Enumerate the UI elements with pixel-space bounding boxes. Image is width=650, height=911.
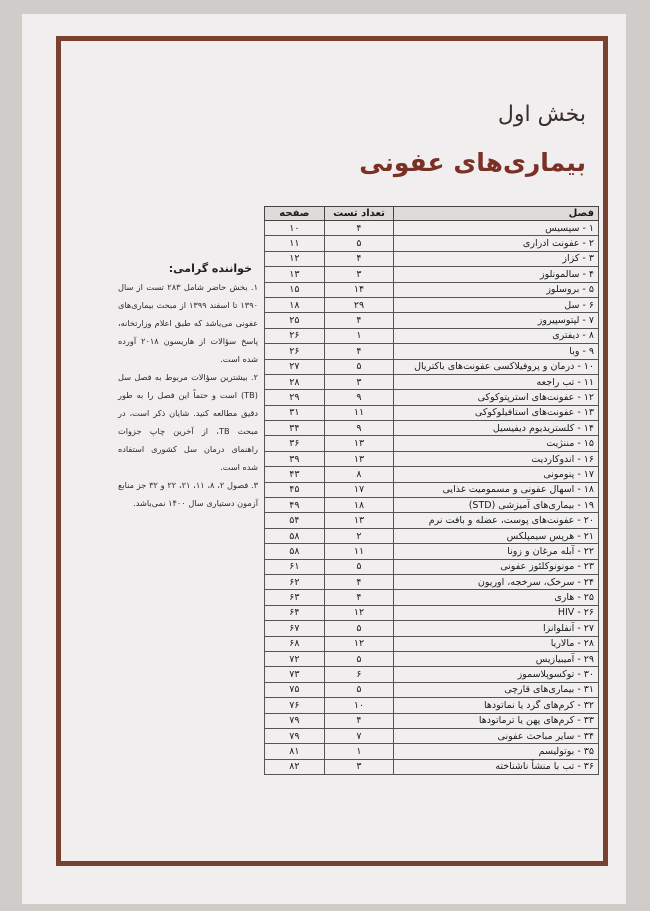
- chapter-cell: ۳۳ - کرم‌های پهن یا ترماتودها: [394, 713, 599, 728]
- count-cell: ۵: [324, 359, 394, 374]
- count-cell: ۹: [324, 421, 394, 436]
- reader-note-title: خواننده گرامی:: [168, 262, 252, 275]
- chapter-cell: ۴ - سالمونلوز: [394, 267, 599, 282]
- chapter-cell: ۲۱ - هرپس سیمپلکس: [394, 528, 599, 543]
- page-cell: ۸۲: [265, 759, 325, 774]
- count-cell: ۵: [324, 559, 394, 574]
- table-row: [265, 605, 599, 620]
- chapter-cell: ۱۹ - بیماری‌های آمیزشی (STD): [394, 498, 599, 513]
- table-row: [265, 667, 599, 682]
- page-cell: ۴۹: [265, 498, 325, 513]
- chapter-cell: ۹ - وبا: [394, 344, 599, 359]
- chapter-cell: ۸ - دیفتری: [394, 328, 599, 343]
- chapter-cell: ۷ - لپتوسپیروز: [394, 313, 599, 328]
- count-cell: ۸: [324, 467, 394, 482]
- page-cell: ۶۲: [265, 574, 325, 589]
- page-cell: ۵۸: [265, 528, 325, 543]
- page-cell: ۵۸: [265, 544, 325, 559]
- chapter-cell: ۱۲ - عفونت‌های استرپتوکوکی: [394, 390, 599, 405]
- count-cell: ۱۱: [324, 405, 394, 420]
- table-row: [265, 744, 599, 759]
- count-cell: ۱۰: [324, 698, 394, 713]
- page-cell: ۶۳: [265, 590, 325, 605]
- table-row: [265, 359, 599, 374]
- page-cell: ۱۳: [265, 267, 325, 282]
- table-row: [265, 513, 599, 528]
- chapter-cell: ۲۰ - عفونت‌های پوست، عضله و بافت نرم: [394, 513, 599, 528]
- chapter-cell: ۲۷ - آنفلوانزا: [394, 621, 599, 636]
- table-row: [265, 713, 599, 728]
- count-cell: ۱۳: [324, 436, 394, 451]
- reader-note-paragraph-1: ۱. بخش حاضر شامل ۲۸۳ تست از سال ۱۳۹۰ تا اسفند ۱۳۹۹ از مبحث بیماری‌های عفونی می‌باشد که طبق اعلام وزارتخانه، پاسخ سؤالات از هاریسون ۲۰۱۸ آورده شده است.: [118, 282, 258, 364]
- reader-note-paragraph-2: ۲. بیشترین سؤالات مربوط به فصل سل (TB) است و حتماً این فصل را به طور دقیق مطالعه کنید. شایان ذکر است، در مبحث TB، از آخرین چاپ جزوات راهنمای درمان سل کشوری استفاده شده است.: [118, 372, 258, 472]
- count-cell: ۴: [324, 221, 394, 236]
- contents-table: [264, 206, 599, 775]
- table-row: [265, 344, 599, 359]
- count-cell: ۱: [324, 744, 394, 759]
- chapter-cell: ۲۳ - مونونوکلئوز عفونی: [394, 559, 599, 574]
- table-row: [265, 621, 599, 636]
- table-row: [265, 451, 599, 466]
- count-cell: ۳: [324, 759, 394, 774]
- count-cell: ۱۳: [324, 513, 394, 528]
- count-cell: ۴: [324, 574, 394, 589]
- count-cell: ۱۴: [324, 282, 394, 297]
- chapter-cell: ۳۶ - تب با منشأ ناشناخته: [394, 759, 599, 774]
- table-body: [265, 221, 599, 775]
- page-cell: ۵۴: [265, 513, 325, 528]
- chapter-cell: ۳۲ - کرم‌های گرد یا نماتودها: [394, 698, 599, 713]
- page-cell: ۳۶: [265, 436, 325, 451]
- table-row: [265, 590, 599, 605]
- count-cell: ۳: [324, 374, 394, 389]
- chapter-cell: ۱۸ - اسهال عفونی و مسمومیت غذایی: [394, 482, 599, 497]
- page-cell: ۶۷: [265, 621, 325, 636]
- table-row: [265, 574, 599, 589]
- table-row: [265, 636, 599, 651]
- chapter-cell: ۲۲ - آبله مرغان و زونا: [394, 544, 599, 559]
- count-cell: ۱۸: [324, 498, 394, 513]
- page-cell: ۳۱: [265, 405, 325, 420]
- page-cell: ۷۹: [265, 728, 325, 743]
- count-cell: ۵: [324, 621, 394, 636]
- page-cell: ۲۶: [265, 344, 325, 359]
- count-cell: ۶: [324, 667, 394, 682]
- page-cell: ۷۶: [265, 698, 325, 713]
- chapter-title: بیماری‌های عفونی: [359, 148, 586, 177]
- count-cell: ۵: [324, 682, 394, 697]
- header-count: تعداد تست: [324, 207, 394, 221]
- chapter-cell: ۱۷ - پنومونی: [394, 467, 599, 482]
- chapter-cell: ۳۴ - سایر مباحث عفونی: [394, 728, 599, 743]
- count-cell: ۳: [324, 267, 394, 282]
- header-page: صفحه: [265, 207, 325, 221]
- header-chapter: فصل: [394, 207, 599, 221]
- count-cell: ۱۳: [324, 451, 394, 466]
- count-cell: ۴: [324, 251, 394, 266]
- page-cell: ۳۴: [265, 421, 325, 436]
- table-row: [265, 405, 599, 420]
- chapter-cell: ۱۵ - مننژیت: [394, 436, 599, 451]
- chapter-cell: ۱۳ - عفونت‌های استافیلوکوکی: [394, 405, 599, 420]
- count-cell: ۴: [324, 590, 394, 605]
- page-cell: ۴۳: [265, 467, 325, 482]
- page-cell: ۷۳: [265, 667, 325, 682]
- page-cell: ۱۰: [265, 221, 325, 236]
- chapter-cell: ۶ - سل: [394, 297, 599, 312]
- table-row: [265, 528, 599, 543]
- count-cell: ۷: [324, 728, 394, 743]
- table-row: [265, 728, 599, 743]
- count-cell: ۴: [324, 344, 394, 359]
- page-cell: ۳۹: [265, 451, 325, 466]
- count-cell: ۲: [324, 528, 394, 543]
- table-row: [265, 282, 599, 297]
- table-row: [265, 482, 599, 497]
- chapter-cell: ۲۶ - HIV: [394, 605, 599, 620]
- count-cell: ۱۲: [324, 605, 394, 620]
- page-cell: ۲۹: [265, 390, 325, 405]
- page-cell: ۲۷: [265, 359, 325, 374]
- table-header-row: [265, 207, 599, 221]
- chapter-cell: ۱۰ - درمان و پروفیلاکسی عفونت‌های باکتریال: [394, 359, 599, 374]
- page-cell: ۶۸: [265, 636, 325, 651]
- chapter-cell: ۳۰ - توکسوپلاسموز: [394, 667, 599, 682]
- count-cell: ۱۱: [324, 544, 394, 559]
- chapter-cell: ۱ - سپسیس: [394, 221, 599, 236]
- chapter-cell: ۳ - کزاز: [394, 251, 599, 266]
- table-row: [265, 559, 599, 574]
- count-cell: ۱۷: [324, 482, 394, 497]
- chapter-cell: ۳۱ - بیماری‌های قارچی: [394, 682, 599, 697]
- table-row: [265, 698, 599, 713]
- table-row: [265, 651, 599, 666]
- table-row: [265, 467, 599, 482]
- count-cell: ۱۲: [324, 636, 394, 651]
- chapter-cell: ۱۴ - کلستریدیوم دیفیسیل: [394, 421, 599, 436]
- table-row: [265, 436, 599, 451]
- page-cell: ۱۱: [265, 236, 325, 251]
- chapter-cell: ۲۸ - مالاریا: [394, 636, 599, 651]
- table-row: [265, 421, 599, 436]
- table-row: [265, 313, 599, 328]
- count-cell: ۴: [324, 313, 394, 328]
- table-row: [265, 267, 599, 282]
- chapter-cell: ۲ - عفونت ادراری: [394, 236, 599, 251]
- page-cell: ۴۵: [265, 482, 325, 497]
- table-row: [265, 544, 599, 559]
- page-cell: ۱۵: [265, 282, 325, 297]
- chapter-cell: ۱۶ - اندوکاردیت: [394, 451, 599, 466]
- page-cell: ۲۵: [265, 313, 325, 328]
- chapter-cell: ۵ - بروسلوز: [394, 282, 599, 297]
- table-row: [265, 297, 599, 312]
- chapter-cell: ۲۹ - آمیبیازیس: [394, 651, 599, 666]
- section-title: بخش اول: [497, 102, 586, 127]
- count-cell: ۹: [324, 390, 394, 405]
- page-cell: ۱۸: [265, 297, 325, 312]
- page-cell: ۷۲: [265, 651, 325, 666]
- count-cell: ۵: [324, 651, 394, 666]
- page-cell: ۲۸: [265, 374, 325, 389]
- page-cell: ۸۱: [265, 744, 325, 759]
- page-cell: ۶۱: [265, 559, 325, 574]
- table-row: [265, 236, 599, 251]
- table-row: [265, 498, 599, 513]
- table-row: [265, 759, 599, 774]
- page-cell: ۶۴: [265, 605, 325, 620]
- chapter-cell: ۱۱ - تب راجعه: [394, 374, 599, 389]
- table-row: [265, 374, 599, 389]
- page-cell: ۷۹: [265, 713, 325, 728]
- chapter-cell: ۲۵ - هاری: [394, 590, 599, 605]
- count-cell: ۱: [324, 328, 394, 343]
- page-cell: ۷۵: [265, 682, 325, 697]
- reader-note-body: [118, 278, 258, 512]
- table-row: [265, 221, 599, 236]
- reader-note-paragraph-3: ۳. فصول ۲، ۸، ۱۱، ۲۱، ۲۲ و ۳۲ جز منابع آزمون دستیاری سال ۱۴۰۰ نمی‌باشد.: [118, 480, 259, 508]
- page-cell: ۲۶: [265, 328, 325, 343]
- count-cell: ۵: [324, 236, 394, 251]
- table-row: [265, 251, 599, 266]
- count-cell: ۲۹: [324, 297, 394, 312]
- chapter-cell: ۲۴ - سرخک، سرخجه، اوریون: [394, 574, 599, 589]
- table-row: [265, 390, 599, 405]
- page-cell: ۱۲: [265, 251, 325, 266]
- count-cell: ۴: [324, 713, 394, 728]
- table-row: [265, 328, 599, 343]
- table-row: [265, 682, 599, 697]
- chapter-cell: ۳۵ - بوتولیسم: [394, 744, 599, 759]
